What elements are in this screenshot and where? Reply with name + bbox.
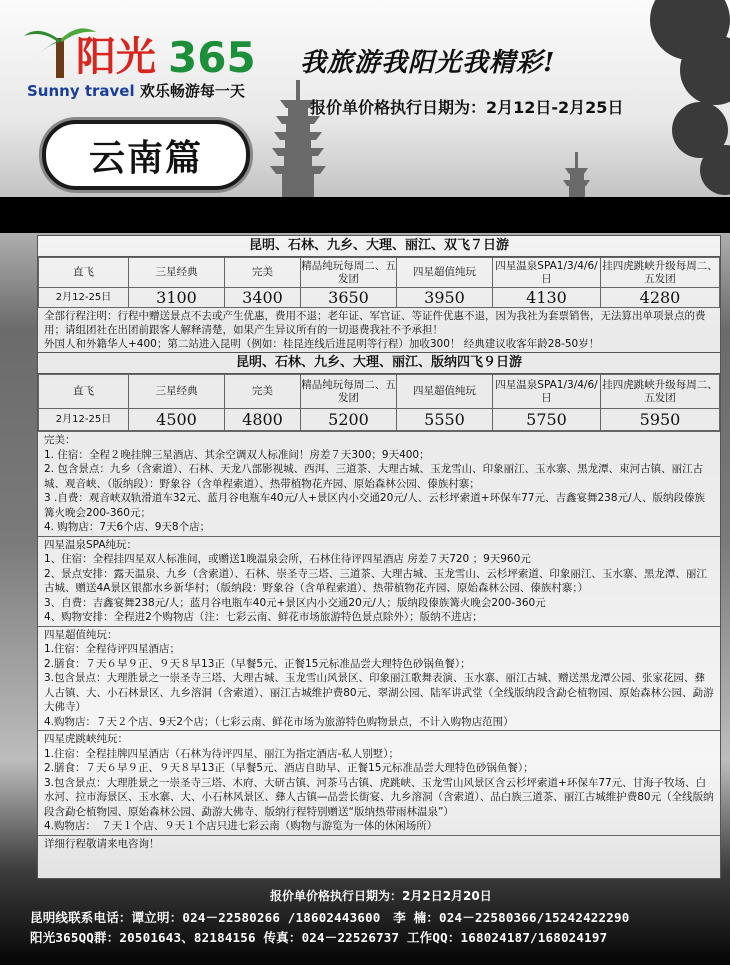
price-cell: 3650 [301, 288, 397, 308]
price-cell: 5750 [493, 409, 601, 431]
price-cell: 3950 [397, 288, 493, 308]
price-cell: 5550 [397, 409, 493, 431]
detail-line: 四星虎跳峡纯玩： [44, 733, 128, 745]
slogan: 我旅游我阳光我精彩! [300, 48, 556, 78]
pagoda-right [563, 152, 590, 198]
logo-subtitle [27, 80, 245, 101]
table-header-cell: 四星超值纯玩 [397, 375, 493, 409]
detail-line: 4. 购物店：7天6个店、9天8个店； [44, 521, 211, 533]
logo-text: 阳光 [76, 34, 156, 80]
section-chaozhi [38, 626, 720, 731]
table-row [39, 409, 720, 431]
table-header-cell: 三星经典 [129, 258, 225, 288]
detail-line: 3.包含景点：大理胜景之一崇圣寺三塔、木府、大研古镇、河茶马古镇、虎跳峡、玉龙雪山风景区含云杉坪索道+环保车77元、甘海子牧场、白水河、拉市海景区、玉水寨、大、小石林风景区、彝人古镇—品尝长街宴、九乡溶洞（含索道）、品白族三道茶、丽江古城维护费80元（全线版纳段含勐仑植物园、原始森林公园、勐游大佛寺、版纳行程特别赠送“版纳热带雨林温泉”） [44, 776, 714, 818]
price-cell: 3400 [225, 288, 301, 308]
detail-line: 1.住宿：全程待评四星酒店； [44, 643, 181, 655]
detail-line: 完美： [44, 434, 76, 446]
tour1-type: 直飞 [39, 258, 129, 288]
table-header-cell: 挂四虎跳峡升级每周二、五发团 [601, 258, 720, 288]
detail-line: 3 .自费：观音峡双轨滑道车32元、蓝月谷电瓶车40元/人+景区内小交通20元/人、云杉坪索道+环保车77元、吉鑫宴舞238元/人、版纳段傣族篝火晚会200-360元； [44, 492, 706, 519]
price-sheet [37, 235, 721, 879]
table-header-cell: 四星温泉SPA1/3/4/6/日 [493, 375, 601, 409]
price-cell: 5950 [601, 409, 720, 431]
table-header-cell: 四星超值纯玩 [397, 258, 493, 288]
detail-line: 3、自费：吉鑫宴舞238元/人；蓝月谷电瓶车40元+景区内小交通20元/人；版纳段傣族篝火晚会200-360元 [44, 596, 546, 609]
logo-number: 365 [168, 33, 256, 82]
tour1-date: 2月12-25日 [39, 288, 129, 308]
region-badge [42, 120, 250, 190]
tour1-price-table [38, 257, 720, 308]
detail-line: 1. 住宿：全程２晚挂牌三星酒店、其余空调双人标准间！房差７天300；9天400； [44, 448, 430, 461]
footer-qq-fax: 阳光365QQ群：20501643、82184156 传真：024－22526737 工作QQ：168024187/168024197 [30, 930, 608, 945]
price-cell: 4800 [225, 409, 301, 431]
dark-band [0, 197, 730, 233]
footer-contact: 昆明线联系电话：谭立明：024－22580266 /18602443600 李 楠：024－22580366/15242422290 [30, 910, 630, 925]
detail-line: 4、购物安排：全程进2个购物店（注：七彩云南、鲜花市场旅游特色景点除外）；版纳不进店； [44, 611, 483, 623]
tour2-price-table [38, 374, 720, 431]
tour1-title: 昆明、石林、九乡、大理、丽江、双飞７日游 [38, 236, 720, 257]
tree-foliage [650, 0, 730, 195]
section-wanmei [38, 431, 720, 536]
detail-line: 4.购物店： ７天１个店、９天１个店只进七彩云南（购物与游览为一体的休闲场所） [44, 820, 438, 832]
price-cell: 4500 [129, 409, 225, 431]
price-cell: 3100 [129, 288, 225, 308]
footer-price-date: 报价单价格执行日期为：2月2日2月20日 [270, 889, 492, 903]
detail-line: 4.购物店：７天２个店、9天2个店；（七彩云南、鲜花市场为旅游特色购物景点，不计入购物店范围） [44, 715, 514, 728]
price-cell: 5200 [301, 409, 397, 431]
notice-line: 全部行程注明：行程中赠送景点不去或产生优惠，费用不退；老年证、军官证、等证件优惠不退，因为我社为套票销售，无法算出单项景点的费用；请组团社在出团前跟客人解释清楚，如果产生异议所有的一切退费我社不予承担！ [44, 310, 706, 336]
table-row [39, 375, 720, 409]
table-header-cell: 挂四虎跳峡升级每周二、五发团 [601, 375, 720, 409]
price-cell: 4130 [493, 288, 601, 308]
detail-line: 1.住宿：全程挂牌四星酒店（石林为待评四星、丽江为指定酒店-私人别墅）； [44, 747, 400, 760]
detail-line: 2、景点安排：露天温泉、九乡（含索道）、石林、崇圣寺三塔、三道茶、大理古城、玉龙雪山、云杉坪索道、印象丽江、玉水寨、黑龙潭、丽江古城、赠送4A景区银都水乡新华村；（版纳段：野象谷（含单程索道）、热带植物花卉园、原始森林公园、傣族村寨；） [44, 567, 707, 594]
detail-line: 2. 包含景点：九乡（含索道）、石林、天龙八部影视城、西洱、三道茶、大理古城、玉龙雪山、印象丽江、玉水寨、黑龙潭、束河古镇、丽江古城、观音峡、（版纳段）：野象谷（含单程索道）、热带植物花卉园、原始森林公园、傣族村寨； [44, 463, 704, 490]
logo-sub-brand: Sunny travel [27, 82, 135, 100]
notice [38, 308, 720, 352]
table-row [39, 258, 720, 288]
tour2-type: 直飞 [39, 375, 129, 409]
table-header-cell: 完美 [225, 258, 301, 288]
table-header-cell: 精品纯玩每周二、五发团 [301, 375, 397, 409]
closing-note: 详细行程敬请来电咨询！ [38, 835, 720, 853]
detail-line: 3.包含景点：大理胜景之一崇圣寺三塔、大理古城、玉龙雪山风景区、印象丽江歌舞表演、玉水寨、丽江古城、赠送黑龙潭公园、张家花园、彝人古镇、大、小石林景区、九乡溶洞（含索道）、丽江古城维护费80元、翠湖公园、陆军讲武堂（全线版纳段含勐仑植物园、原始森林公园、勐游大佛寺） [44, 672, 714, 713]
tour2-date: 2月12-25日 [39, 409, 129, 431]
table-header-cell: 完美 [225, 375, 301, 409]
price-date-header: 报价单价格执行日期为：2月12日-2月25日 [310, 98, 624, 117]
region-label: 云南篇 [88, 137, 203, 179]
detail-line: 2.膳食：７天６早９正、９天８早13正（早餐5元、正餐15元标准品尝大理特色砂锅鱼餐）； [44, 657, 471, 670]
table-row [39, 288, 720, 308]
table-header-cell: 四星温泉SPA1/3/4/6/日 [493, 258, 601, 288]
detail-line: 2.膳食：７天６早９正、９天８早13正（早餐5元、酒店自助早、正餐15元标准品尝大理特色砂锅鱼餐）； [44, 762, 534, 774]
detail-line: 四星超值纯玩： [44, 628, 118, 641]
price-cell: 4280 [601, 288, 720, 308]
detail-line: 四星温泉SPA纯玩： [44, 538, 138, 551]
tour2-title: 昆明、石林、九乡、大理、丽江、版纳四飞９日游 [38, 352, 720, 374]
detail-line: 1、住宿：全程挂四星双人标准间，或赠送1晚温泉会所，石林住待评四星酒店 房差７天720 ；9天960元 [44, 553, 531, 565]
section-hutiao [38, 730, 720, 835]
logo-sub-tag: 欢乐畅游每一天 [139, 82, 245, 100]
section-spa [38, 536, 720, 626]
table-header-cell: 精品纯玩每周二、五发团 [301, 258, 397, 288]
notice-line: 外国人和外籍华人+400；第二站进入昆明（例如：桂昆连线后进昆明等行程）加收300！ 经典建议收客年龄28-50岁！ [44, 338, 600, 350]
table-header-cell: 三星经典 [129, 375, 225, 409]
